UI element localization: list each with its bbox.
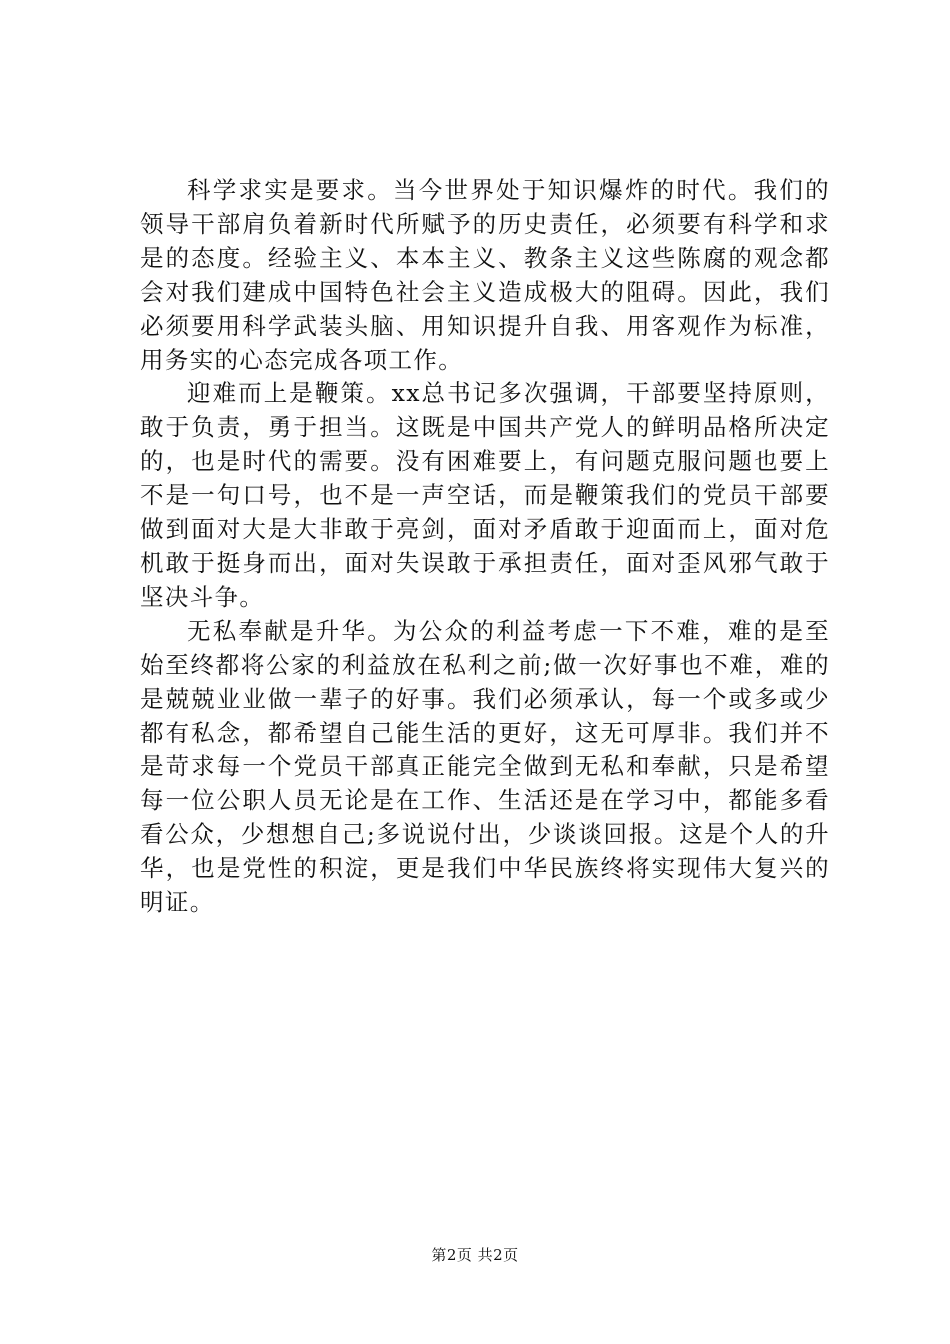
paragraph-facing-difficulties: 迎难而上是鞭策。xx总书记多次强调，干部要坚持原则，敢于负责，勇于担当。这既是中国共产党人的鲜明品格所决定的，也是时代的需要。没有困难要上，有问题克服问题也要上不是一句口号，也不是一声空话，而是鞭策我们的党员干部要做到面对大是大非敢于亮剑，面对矛盾敢于迎面而上，面对危机敢于挺身而出，面对失误敢于承担责任，面对歪风邪气敢于坚决斗争。	[140, 379, 830, 611]
body-text	[140, 174, 830, 920]
paragraph-scientific-realism: 科学求实是要求。当今世界处于知识爆炸的时代。我们的领导干部肩负着新时代所赋予的历史责任，必须要有科学和求是的态度。经验主义、本本主义、教条主义这些陈腐的观念都会对我们建成中国特色社会主义造成极大的阻碍。因此，我们必须要用科学武装头脑、用知识提升自我、用客观作为标准，用务实的心态完成各项工作。	[140, 176, 830, 374]
page-number-footer: 第2页 共2页	[431, 1246, 519, 1264]
paragraph-selfless-dedication: 无私奉献是升华。为公众的利益考虑一下不难，难的是至始至终都将公家的利益放在私利之前;做一次好事也不难，难的是兢兢业业做一辈子的好事。我们必须承认，每一个或多或少都有私念，都希望自己能生活的更好，这无可厚非。我们并不是苛求每一个党员干部真正能完全做到无私和奉献，只是希望每一位公职人员无论是在工作、生活还是在学习中，都能多看看公众，少想想自己;多说说付出，少谈谈回报。这是个人的升华，也是党性的积淀，更是我们中华民族终将实现伟大复兴的明证。	[140, 616, 830, 917]
